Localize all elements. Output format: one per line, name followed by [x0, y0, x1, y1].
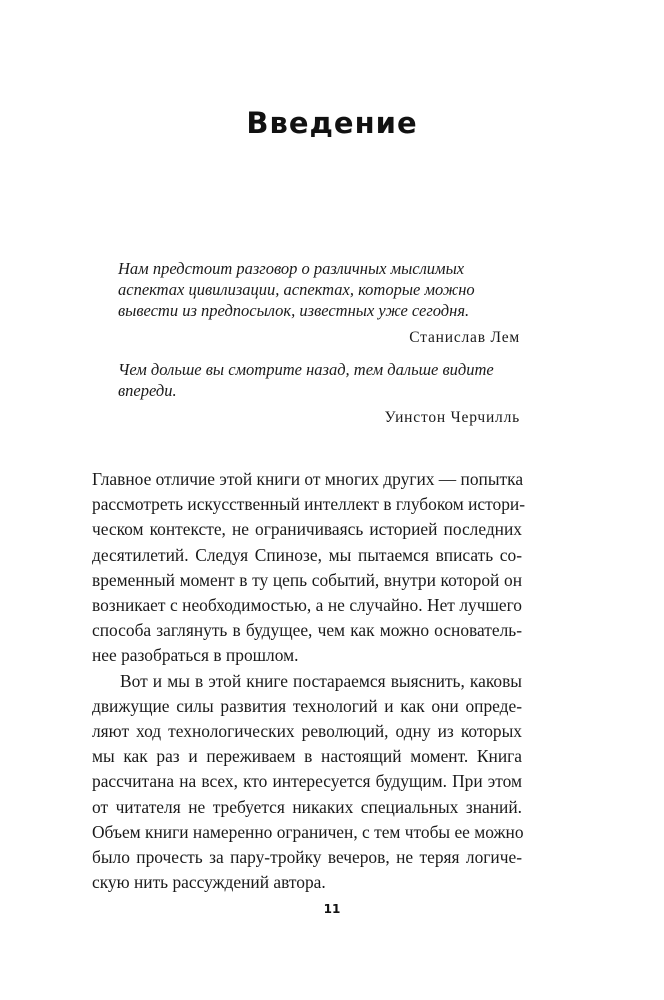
text-line: было прочесть за пару-тройку вечеров, не теряя логиче-	[92, 847, 522, 868]
chapter-title: Введение	[246, 106, 418, 140]
body-text	[92, 467, 526, 895]
text-line: Главное отличие этой книги от многих других — попытка	[92, 469, 524, 489]
text-line: ляют ход технологических революций, одну из которых	[92, 721, 522, 742]
text-line: от читателя не требуется никаких специальных знаний.	[92, 796, 522, 817]
epigraph	[118, 359, 520, 428]
epigraph-author: Станислав Лем	[409, 329, 520, 346]
text-line: нее разобраться в прошлом.	[92, 645, 299, 666]
text-line: рассчитана на всех, кто интересуется будущим. При этом	[92, 771, 522, 792]
epigraph	[118, 258, 520, 348]
paragraph	[92, 669, 522, 896]
text-line: временный момент в ту цепь событий, внутри которой он	[92, 569, 522, 590]
text-line: ческом контексте, не ограничиваясь историей последних	[92, 519, 522, 540]
epigraph-quote: Чем дольше вы смотрите назад, тем дальше видите впереди.	[118, 360, 494, 400]
paragraph	[92, 467, 526, 669]
text-line: скую нить рассуждений автора.	[92, 872, 326, 893]
text-line: Объем книги намеренно ограничен, с тем чтобы ее можно	[92, 821, 524, 842]
text-line: мы как раз и переживаем в настоящий момент. Книга	[92, 746, 522, 767]
epigraph-quote: Нам предстоит разговор о различных мыслимых аспектах цивилизации, аспектах, которые можно вывести из предпосылок, известных уже сегодня.	[118, 259, 475, 320]
text-line: десятилетий. Следуя Спинозе, мы пытаемся вписать со-	[92, 544, 522, 565]
text-line: Вот и мы в этой книге постараемся выяснить, каковы	[120, 670, 522, 691]
page-number: 11	[323, 902, 341, 916]
text-line: движущие силы развития технологий и как они опреде-	[92, 695, 522, 716]
text-line: способа заглянуть в будущее, чем как можно основатель-	[92, 620, 522, 641]
text-line: рассмотреть искусственный интеллект в глубоком истори-	[92, 494, 526, 515]
epigraph-author: Уинстон Черчилль	[384, 409, 520, 426]
text-line: возникает с необходимостью, а не случайно. Нет лучшего	[92, 595, 522, 616]
